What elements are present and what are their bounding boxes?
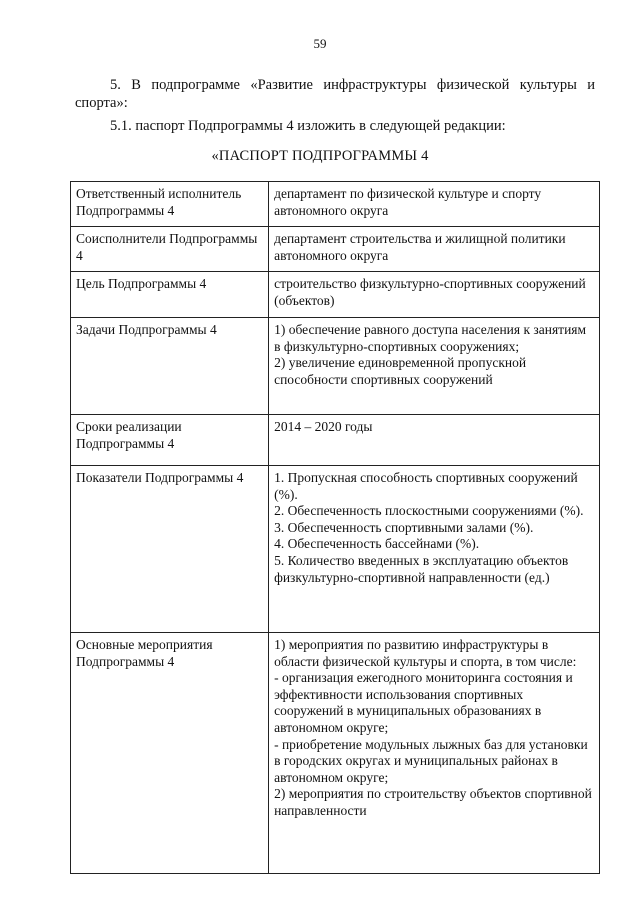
row-label: Цель Подпрограммы 4 (71, 272, 269, 318)
table-row (71, 466, 600, 633)
row-label: Соисполнители Подпрограммы 4 (71, 227, 269, 272)
paragraph-5: 5. В подпрограмме «Развитие инфраструктуры физической культуры и спорта»: (75, 77, 595, 111)
row-value: 1) обеспечение равного доступа населения к занятиям в физкультурно-спортивных сооружениях; 2) увеличение единовременной пропускной способности спортивных сооружений (269, 318, 600, 415)
row-value: департамент строительства и жилищной политики автономного округа (269, 227, 600, 272)
row-value: 1) мероприятия по развитию инфраструктуры в области физической культуры и спорта, в том числе: - организация ежегодного мониторинга состояния и эффективности использования спортивных сооружений в муниципальных образованиях в автономном округе; - приобретение модульных лыжных баз для установки в городских округах и муниципальных районах в автономном округе; 2) мероприятия по строительству объектов спортивной направленности (269, 633, 600, 874)
table-row (71, 633, 600, 874)
table-row (71, 227, 600, 272)
row-label: Сроки реализации Подпрограммы 4 (71, 415, 269, 466)
page-number: 59 (313, 36, 327, 51)
row-label: Задачи Подпрограммы 4 (71, 318, 269, 415)
row-value: строительство физкультурно-спортивных сооружений (объектов) (269, 272, 600, 318)
row-value: департамент по физической культуре и спорту автономного округа (269, 182, 600, 227)
table-row (71, 182, 600, 227)
table-row (71, 415, 600, 466)
passport-title: «ПАСПОРТ ПОДПРОГРАММЫ 4 (211, 148, 429, 164)
row-label: Ответственный исполнитель Подпрограммы 4 (71, 182, 269, 227)
table-row (71, 318, 600, 415)
row-value: 1. Пропускная способность спортивных сооружений (%). 2. Обеспеченность плоскостными сооружениями (%). 3. Обеспеченность спортивными залами (%). 4. Обеспеченность бассейнами (%). 5. Количество введенных в эксплуатацию объектов физкультурно-спортивной направленности (ед.) (269, 466, 600, 633)
row-label: Основные мероприятия Подпрограммы 4 (71, 633, 269, 874)
paragraph-5-1: 5.1. паспорт Подпрограммы 4 изложить в следующей редакции: (110, 118, 506, 134)
passport-table (70, 181, 600, 874)
row-label: Показатели Подпрограммы 4 (71, 466, 269, 633)
row-value: 2014 – 2020 годы (269, 415, 600, 466)
table-row (71, 272, 600, 318)
